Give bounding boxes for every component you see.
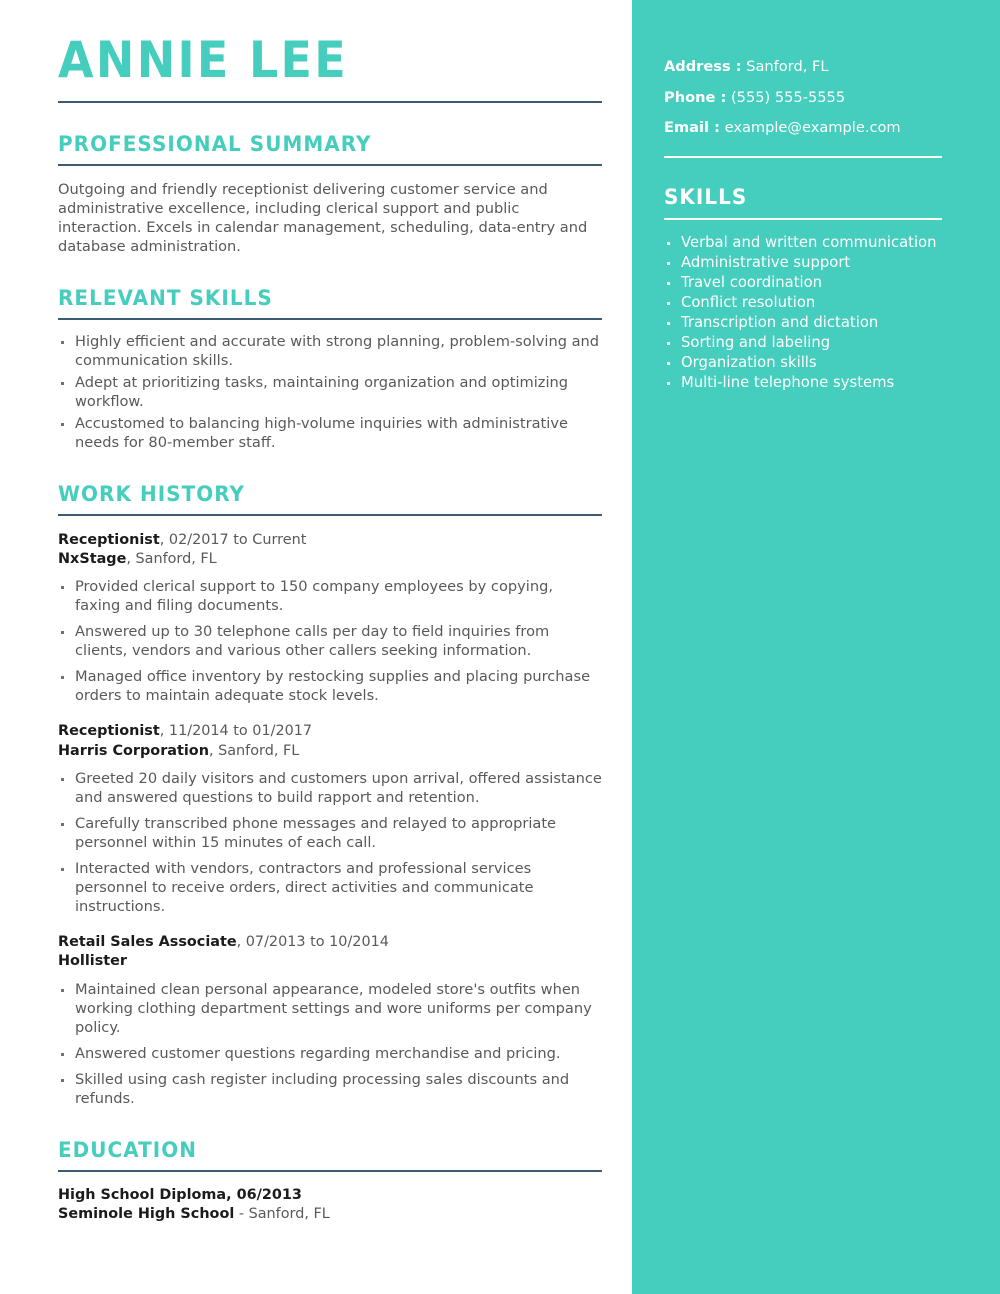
contact-phone-row (664, 88, 942, 106)
list-item: Skilled using cash register including processing sales discounts and refunds. (58, 1071, 602, 1109)
education-entry (58, 1186, 602, 1225)
list-item: Travel coordination (664, 274, 942, 292)
list-item: Adept at prioritizing tasks, maintaining organization and optimizing workflow. (58, 374, 602, 412)
contact-address-row (664, 60, 942, 75)
list-item: Answered up to 30 telephone calls per day to field inquiries from clients, vendors and various other callers seeking information. (58, 623, 602, 661)
job-title-line (58, 722, 602, 741)
list-item: Accustomed to balancing high-volume inquiries with administrative needs for 80-member staff. (58, 415, 602, 453)
job-title: Retail Sales Associate (58, 933, 237, 950)
list-item: Highly efficient and accurate with strong planning, problem-solving and communication skills. (58, 333, 602, 371)
section-title-relevant-skills: RELEVANT SKILLS (58, 285, 273, 310)
section-work-history (58, 483, 602, 1109)
job-title-line (58, 531, 602, 550)
candidate-name: ANNIE LEE (58, 31, 349, 89)
list-item: Organization skills (664, 354, 942, 372)
section-education (58, 1139, 602, 1225)
job-company: Hollister (58, 953, 128, 970)
list-item: Multi-line telephone systems (664, 374, 942, 392)
name-block (58, 31, 602, 103)
education-degree: High School Diploma, 06/2013 (58, 1186, 302, 1203)
job-company-line (58, 550, 602, 569)
job-company: Harris Corporation (58, 742, 209, 759)
job-company-line (58, 952, 602, 971)
contact-email-value: example@example.com (724, 119, 901, 137)
contact-block (664, 60, 942, 136)
section-divider (58, 318, 602, 320)
job-dates: , 07/2013 to 10/2014 (236, 933, 389, 950)
section-divider (58, 1170, 602, 1172)
job-location: , Sanford, FL (208, 742, 300, 759)
section-title-skills: SKILLS (664, 184, 748, 209)
contact-phone-label: Phone : (664, 88, 727, 106)
job-company: NxStage (58, 551, 127, 568)
job-location: , Sanford, FL (126, 551, 217, 568)
section-divider (58, 514, 602, 516)
list-item: Verbal and written communication (664, 234, 942, 252)
job-title: Receptionist (58, 531, 160, 548)
contact-address-value: Sanford, FL (746, 58, 829, 75)
section-title-education: EDUCATION (58, 1137, 198, 1162)
education-degree-line (58, 1186, 602, 1205)
skills-list (664, 234, 942, 392)
list-item: Carefully transcribed phone messages and relayed to appropriate personnel within 15 minutes of each call. (58, 815, 602, 853)
section-divider (58, 164, 602, 166)
work-history-entry (58, 933, 602, 1109)
job-bullets-list (58, 981, 602, 1109)
contact-email-label: Email : (664, 119, 720, 137)
job-company-line (58, 742, 602, 761)
list-item: Administrative support (664, 254, 942, 272)
relevant-skills-list (58, 333, 602, 453)
list-item: Greeted 20 daily visitors and customers upon arrival, offered assistance and answered questions to build rapport and retention. (58, 770, 602, 808)
education-school-line (58, 1205, 602, 1224)
section-title-professional-summary: PROFESSIONAL SUMMARY (58, 131, 372, 156)
job-title-line (58, 933, 602, 952)
professional-summary-text: Outgoing and friendly receptionist delivering customer service and administrative excellence, including clerical support and public interaction. Excels in calendar management, scheduling, data-entry and database administration. (58, 180, 588, 256)
section-title-work-history: WORK HISTORY (58, 481, 246, 506)
work-history-entry (58, 722, 602, 917)
job-dates: , 02/2017 to Current (159, 531, 307, 548)
education-location: - Sanford, FL (234, 1206, 330, 1223)
contact-email-row (664, 121, 942, 136)
job-bullets-list (58, 578, 602, 706)
list-item: Maintained clean personal appearance, modeled store's outfits when working clothing department settings and wore uniforms per company policy. (58, 981, 602, 1038)
work-history-entry (58, 531, 602, 707)
name-divider (58, 101, 602, 103)
sidebar-divider (664, 218, 942, 220)
list-item: Transcription and dictation (664, 314, 942, 332)
list-item: Answered customer questions regarding merchandise and pricing. (58, 1045, 602, 1064)
list-item: Sorting and labeling (664, 334, 942, 352)
job-title: Receptionist (58, 723, 160, 740)
section-relevant-skills (58, 287, 602, 453)
list-item: Provided clerical support to 150 company employees by copying, faxing and filing documents. (58, 578, 602, 616)
job-bullets-list (58, 770, 602, 917)
list-item: Managed office inventory by restocking supplies and placing purchase orders to maintain adequate stock levels. (58, 668, 602, 706)
sidebar (632, 0, 1000, 1294)
list-item: Conflict resolution (664, 294, 942, 312)
contact-address-label: Address : (664, 58, 742, 75)
contact-phone-value: (555) 555-5555 (730, 88, 846, 106)
job-dates: , 11/2014 to 01/2017 (159, 723, 313, 740)
section-professional-summary (58, 133, 602, 257)
sidebar-divider (664, 156, 942, 158)
education-school: Seminole High School (58, 1206, 235, 1223)
list-item: Interacted with vendors, contractors and professional services personnel to receive orders, direct activities and communicate instructions. (58, 860, 602, 917)
